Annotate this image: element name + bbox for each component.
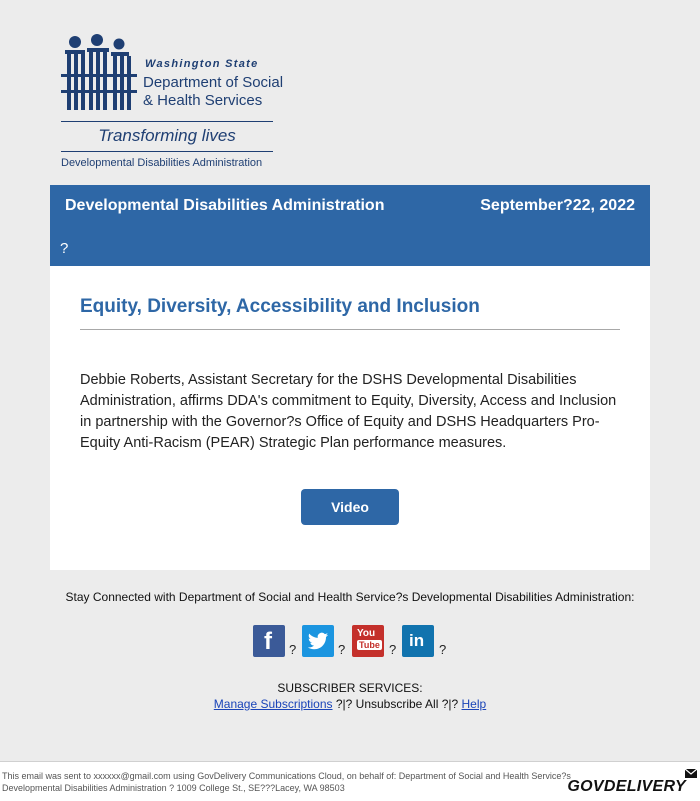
footer-disclaimer: This email was sent to xxxxxx@gmail.com using GovDelivery Communications Cloud, on behalf of: Department of Social and Health Service?s Developmental Disabilities Administration ? 1009 College St., SE???Lacey, WA 98503: [2, 771, 571, 793]
twitter-bird-icon: [307, 630, 329, 652]
unsubscribe-all-link[interactable]: Unsubscribe All: [355, 697, 439, 711]
logo-state-text: Washington State: [145, 58, 259, 70]
envelope-icon: [684, 768, 698, 780]
dshs-logo: [61, 34, 284, 174]
video-button[interactable]: Video: [301, 489, 399, 525]
logo-divider: [61, 121, 273, 122]
subscriber-services: [0, 680, 700, 712]
article-card: [50, 266, 650, 570]
logo-tagline: Transforming lives: [98, 126, 236, 145]
logo-department-text: [143, 74, 283, 110]
social-separator: ?: [439, 642, 447, 657]
social-separator: ?: [389, 642, 397, 657]
logo-subtitle: Developmental Disabilities Administration: [61, 157, 263, 169]
stay-connected-text: Stay Connected with Department of Social and Health Service?s Developmental Disabilities Administration:: [65, 590, 635, 604]
article-heading: Equity, Diversity, Accessibility and Inclusion: [80, 296, 480, 317]
social-separator: ?: [338, 642, 346, 657]
people-figures-icon: [61, 34, 137, 112]
govdelivery-logo: GOVDELIVERY: [567, 778, 686, 795]
link-separator: ?|?: [438, 697, 462, 711]
manage-subscriptions-link[interactable]: Manage Subscriptions: [213, 697, 333, 711]
banner-placeholder-char: ?: [60, 240, 69, 257]
subscriber-heading: SUBSCRIBER SERVICES:: [277, 681, 423, 695]
email-footer: [0, 761, 700, 801]
social-separator: ?: [289, 642, 297, 657]
linkedin-glyph: in: [409, 631, 425, 650]
youtube-you-text: You: [357, 628, 376, 639]
logo-dept-line1: Department of Social: [143, 74, 284, 91]
facebook-icon[interactable]: [253, 625, 285, 657]
logo-dept-line2: & Health Services: [143, 92, 263, 109]
linkedin-icon[interactable]: [402, 625, 434, 657]
facebook-glyph: f: [264, 628, 272, 655]
subscriber-links: [0, 696, 700, 712]
banner-date: September?22, 2022: [480, 197, 635, 214]
twitter-icon[interactable]: [302, 625, 334, 657]
article-body: Debbie Roberts, Assistant Secretary for the DSHS Developmental Disabilities Administration, affirms DDA's commitment to Equity, Diversity, Access and Inclusion in partnership with the Governor?s Office of Equity and DSHS Headquarters Pro-Equity Anti-Racism (PEAR) Strategic Plan performance measures.: [80, 372, 617, 451]
logo-divider: [61, 151, 273, 152]
youtube-icon[interactable]: [352, 625, 384, 657]
youtube-tube-text: Tube: [359, 640, 380, 650]
header-banner: [50, 185, 650, 266]
banner-title: Developmental Disabilities Administration: [65, 197, 385, 214]
article-divider: [80, 329, 620, 330]
link-separator: ?|?: [332, 697, 356, 711]
help-link[interactable]: Help: [461, 697, 487, 711]
